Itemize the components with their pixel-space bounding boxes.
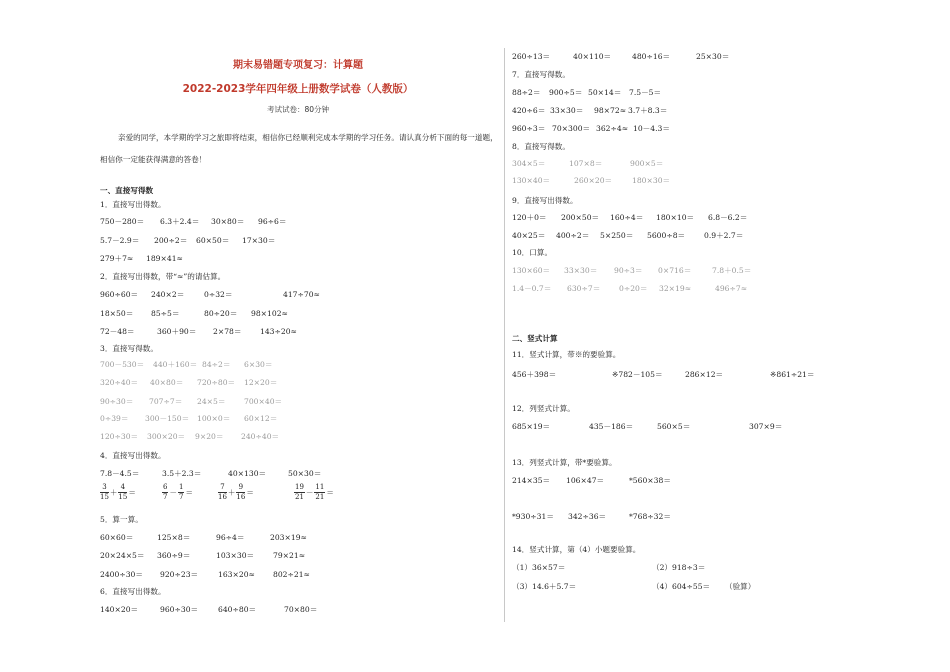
fraction [294,483,305,502]
math-item: 103×30＝ [216,551,255,560]
math-item: 260×20＝ [574,176,613,185]
math-item: 640÷80＝ [218,605,257,614]
math-item: 20×24×5＝ [100,551,145,560]
question-label: 4．直接写出得数。 [100,451,166,460]
numerator: 19 [295,483,304,491]
math-item: 560×5＝ [657,422,691,431]
math-item: （验算） [725,582,756,591]
math-item: 3.5＋2.3＝ [162,469,202,478]
question-label: 2．直接写出得数，带“≈”的请估算。 [100,272,226,281]
numerator: 1 [178,483,184,491]
numerator: 7 [218,483,227,493]
fraction-expression [294,483,335,502]
math-item: 24×5＝ [197,397,226,406]
denominator: 21 [315,493,325,501]
math-item: 279＋7≈ [100,254,134,263]
math-item: 7.8－4.5＝ [100,469,140,478]
math-item: 130×40＝ [512,176,551,185]
section-heading: 二、竖式计算 [512,334,558,343]
math-item: 130×60＝ [512,266,551,275]
question-label: 6．直接写出得数。 [100,587,166,596]
denominator: 7 [163,493,168,501]
math-item: 203×19≈ [270,533,307,542]
math-item: （3）14.6＋5.7＝ [512,582,577,591]
math-item: 707÷7＝ [149,397,183,406]
exam-subtitle-grade: 2022-2023学年四年级上册数学试卷（人教版） [182,83,414,95]
math-item: 120＋0＝ [512,213,547,222]
math-item: 72－48＝ [100,327,135,336]
math-item: 360÷9＝ [157,551,191,560]
math-item: 2×78＝ [213,327,242,336]
equals-sign: ＝ [185,487,193,497]
math-item: 100×0＝ [197,414,231,423]
exam-time: 考试试卷：80分钟 [266,105,330,114]
math-item: 0÷32＝ [204,290,233,299]
denominator: 15 [100,493,109,501]
math-item: 362÷4≈ [596,124,629,133]
math-item: 5.7－2.9＝ [100,236,140,245]
exam-title: 期末易错题专项复习：计算题 [233,60,363,71]
numerator: 11 [315,483,325,491]
math-item: 440＋160＝ [153,360,198,369]
math-item: 60×60＝ [100,533,134,542]
question-label: 13．列竖式计算，带*要验算。 [512,458,617,467]
fraction [218,483,227,502]
math-item: 189×41≈ [146,254,183,263]
math-item: 496÷7≈ [715,284,748,293]
math-item: 320÷40＝ [100,378,139,387]
numerator: 9 [236,483,245,493]
math-item: 106×47＝ [566,476,605,485]
math-item: 40×80＝ [150,378,184,387]
math-item: 3.7＋8.3＝ [628,106,668,115]
math-item: 125×8＝ [157,533,191,542]
denominator: 7 [178,493,184,501]
math-item: 685×19＝ [512,422,551,431]
math-item: 98×72≈ [594,106,627,115]
math-item: 700－530＝ [100,360,145,369]
math-item: 70×300＝ [552,124,591,133]
fraction [162,483,168,502]
math-item: 88÷2＝ [512,88,541,97]
math-item: 960÷60＝ [100,290,139,299]
math-item: ※782－105＝ [612,370,663,379]
math-item: 240×2＝ [151,290,185,299]
operator: ＋ [227,487,236,497]
operator: － [169,487,177,497]
fraction [178,483,184,502]
math-item: 90÷3＝ [614,266,643,275]
denominator: 16 [218,493,227,501]
question-label: 1．直接写出得数。 [100,200,166,209]
denominator: 16 [236,493,246,501]
math-item: 0÷39＝ [100,414,129,423]
math-item: （2）918÷3＝ [652,563,706,572]
math-item: 240÷40＝ [241,432,280,441]
equals-sign: ＝ [326,487,334,497]
fraction [100,483,109,502]
fraction-expression [162,483,194,502]
math-item: 60×12＝ [244,414,278,423]
math-item: 90÷30＝ [100,397,134,406]
math-item: 200×50＝ [561,213,600,222]
math-item: 143÷20≈ [260,327,297,336]
math-item: *768÷32＝ [629,512,671,521]
math-item: 40×110＝ [573,52,612,61]
math-item: 70×80＝ [284,605,318,614]
math-item: 30×80＝ [211,217,245,226]
math-item: 900÷5＝ [549,88,583,97]
math-item: 32×19≈ [659,284,692,293]
math-item: 260÷13＝ [512,52,551,61]
math-item: （1）36×57＝ [512,563,566,572]
question-label: 11．竖式计算，带※的要验算。 [512,350,621,359]
question-label: 5．算一算。 [100,515,143,524]
math-item: 84÷2＝ [202,360,231,369]
section-heading: 一、直接写得数 [100,186,154,195]
denominator: 15 [118,493,128,501]
question-label: 8．直接写得数。 [512,142,570,151]
math-item: 50×14＝ [588,88,622,97]
math-item: 160÷4＝ [610,213,644,222]
fraction [236,483,245,502]
math-item: 85÷5＝ [151,309,180,318]
math-item: 60×50＝ [196,236,230,245]
fraction [118,483,127,502]
math-item: 342÷36＝ [568,512,607,521]
math-item: 1.4－0.7＝ [512,284,552,293]
math-item: *560×38＝ [629,476,671,485]
math-item: 107×8＝ [569,159,603,168]
operator: － [305,487,314,497]
question-label: 3．直接写得数。 [100,344,158,353]
math-item: 96÷4＝ [216,533,245,542]
math-item: 6.3＋2.4＝ [160,217,200,226]
math-item: 33×30＝ [550,106,584,115]
question-label: 12．列竖式计算。 [512,404,575,413]
math-item: 5×250＝ [600,231,634,240]
fraction [314,483,325,502]
math-item: 33×30＝ [564,266,598,275]
math-item: 9×20＝ [195,432,224,441]
intro-paragraph: 亲爱的同学，本学期的学习之旅即将结束，相信你已经顺利完成本学期的学习任务。请认真分析下面的每一道题，相信你一定能获得满意的答卷！ [100,133,498,164]
question-label: 14．竖式计算，第（4）小题要验算。 [512,545,641,554]
math-item: 5600÷8＝ [647,231,686,240]
math-item: 17×30＝ [242,236,276,245]
math-item: 96÷6＝ [258,217,287,226]
math-item: 7.5－5＝ [629,88,662,97]
math-item: 750－280＝ [100,217,145,226]
question-label: 7．直接写得数。 [512,70,570,79]
math-item: 10－4.3＝ [633,124,670,133]
operator: ＋ [109,487,118,497]
math-item: 630÷7＝ [567,284,601,293]
math-item: 456＋398＝ [512,370,557,379]
math-item: 300－150＝ [145,414,190,423]
math-item: *930÷31＝ [512,512,554,521]
math-item: 960÷30＝ [160,605,199,614]
math-item: 435－186＝ [589,422,634,431]
math-item: 214×35＝ [512,476,551,485]
math-item: 307×9＝ [749,422,783,431]
math-item: 700×40＝ [244,397,283,406]
fraction-expression [100,483,137,502]
math-item: 200÷2＝ [154,236,188,245]
denominator: 21 [295,493,304,501]
equals-sign: ＝ [246,487,254,497]
math-item: 360＋90＝ [157,327,197,336]
math-item: 0×716＝ [658,266,692,275]
equals-sign: ＝ [128,487,136,497]
question-label: 9．直接写出得数。 [512,196,578,205]
math-item: 0÷20＝ [619,284,648,293]
numerator: 4 [118,483,127,493]
math-item: 802÷21≈ [273,570,310,579]
math-item: 6.8－6.2＝ [708,213,748,222]
math-item: 180×10＝ [656,213,695,222]
math-item: 18×50＝ [100,309,134,318]
math-item: 25×30＝ [696,52,730,61]
math-item: 0.9＋2.7＝ [704,231,744,240]
math-item: 12×20＝ [244,378,278,387]
math-item: 50×30＝ [288,469,322,478]
math-item: 286×12＝ [685,370,724,379]
fraction-expression [218,483,255,502]
math-item: 420÷6＝ [512,106,546,115]
math-item: 40×130＝ [228,469,267,478]
math-item: 6×30＝ [244,360,273,369]
math-item: 960÷3＝ [512,124,546,133]
numerator: 3 [100,483,109,493]
math-item: 300×20＝ [147,432,186,441]
math-item: 180×30＝ [632,176,671,185]
math-item: 720÷80＝ [197,378,236,387]
math-item: 304×5＝ [512,159,546,168]
math-item: 7.8＋0.5＝ [712,266,752,275]
math-item: 480÷16＝ [632,52,671,61]
math-item: 120÷30＝ [100,432,139,441]
math-item: 417÷70≈ [283,290,320,299]
math-item: 80÷20＝ [204,309,238,318]
math-item: 79×21≈ [273,551,306,560]
math-item: 98×102≈ [251,309,288,318]
math-item: ※861÷21＝ [770,370,815,379]
math-item: 920÷23＝ [160,570,199,579]
math-item: （4）604÷55＝ [652,582,711,591]
numerator: 6 [163,483,168,491]
math-item: 2400÷30＝ [100,570,143,579]
question-label: 10．口算。 [512,248,553,257]
math-item: 140×20＝ [100,605,139,614]
math-item: 163×20≈ [218,570,255,579]
column-divider [504,48,505,622]
math-item: 400÷2＝ [556,231,590,240]
math-item: 900×5＝ [630,159,664,168]
math-item: 40×25＝ [512,231,546,240]
